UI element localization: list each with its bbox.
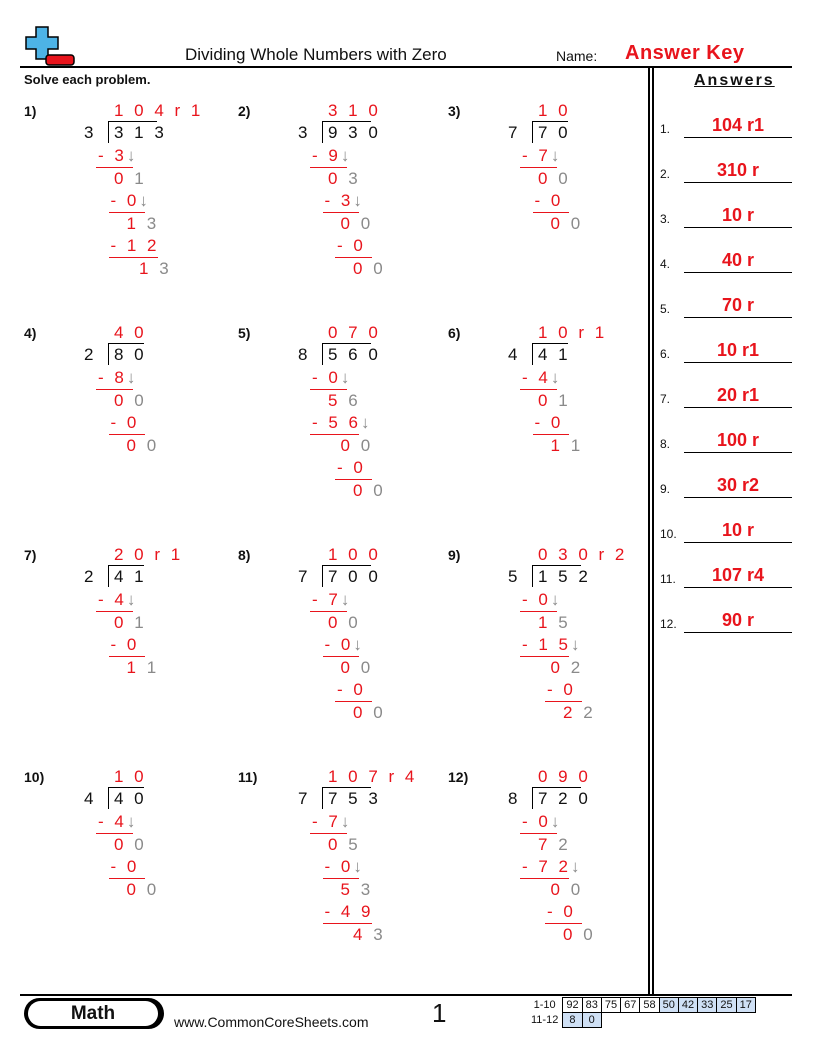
remainder-step: 0 1 <box>114 168 147 188</box>
score-row-label: 11-12 <box>531 1014 559 1026</box>
footer-divider <box>20 994 792 996</box>
answer-line <box>684 632 792 634</box>
answer-row-3 <box>660 205 792 228</box>
answer-line <box>684 542 792 544</box>
divisor: 7 <box>298 567 311 586</box>
quotient: 1 0 4 r 1 <box>114 101 204 120</box>
answer-line <box>684 362 792 364</box>
score-cell: 83 <box>582 998 601 1013</box>
column-divider-left <box>648 68 650 994</box>
answer-line <box>684 137 792 139</box>
answer-number: 3. <box>660 212 671 226</box>
column-divider-right <box>652 68 654 994</box>
divisor: 4 <box>84 789 97 808</box>
score-cell: 42 <box>678 998 697 1013</box>
dividend: 4 1 <box>538 345 571 364</box>
answer-value: 30 r2 <box>716 475 760 495</box>
dividend: 7 0 <box>538 123 571 142</box>
answer-row-6 <box>660 340 792 363</box>
problem-2 <box>238 103 438 313</box>
subtraction-step: - 1 5↓ <box>522 635 583 654</box>
header-divider <box>20 66 792 68</box>
dividend: 7 2 0 <box>538 789 591 808</box>
subtraction-step: - 0 <box>337 236 366 255</box>
problem-number: 3) <box>448 103 461 119</box>
problem-number: 2) <box>238 103 251 119</box>
answer-number: 11. <box>660 572 676 586</box>
problem-number: 5) <box>238 325 251 341</box>
subtraction-step: - 7↓ <box>312 812 353 831</box>
quotient: 4 0 <box>114 323 147 342</box>
problem-number: 7) <box>24 547 37 563</box>
divisor: 7 <box>298 789 311 808</box>
divisor: 3 <box>84 123 97 142</box>
subtraction-step: - 4↓ <box>522 368 563 387</box>
subtraction-step: - 0 <box>534 191 564 210</box>
answer-row-11 <box>660 565 792 588</box>
score-cell: 67 <box>621 998 640 1013</box>
answer-number: 4. <box>660 257 671 271</box>
subtraction-step: - 0↓ <box>522 590 563 609</box>
answer-number: 6. <box>660 347 671 361</box>
instructions: Solve each problem. <box>24 72 151 87</box>
logo <box>22 25 78 67</box>
dividend: 4 1 <box>114 567 147 586</box>
answer-line <box>684 407 792 409</box>
answer-row-4 <box>660 250 792 273</box>
dividend: 7 5 3 <box>328 789 381 808</box>
subtraction-step: - 1 2 <box>110 236 160 255</box>
answer-value: 10 r1 <box>716 340 760 360</box>
subtraction-step: - 7↓ <box>312 590 353 609</box>
problem-number: 1) <box>24 103 37 119</box>
dividend: 7 0 0 <box>328 567 381 586</box>
answer-value: 10 r <box>721 520 755 540</box>
quotient: 1 0 0 <box>328 545 381 564</box>
problem-1 <box>24 103 224 313</box>
quotient: 3 1 0 <box>328 101 381 120</box>
remainder-step: 0 3 <box>328 168 361 188</box>
remainder-step: 1 3 <box>126 213 160 233</box>
subtraction-step: - 0 <box>547 902 576 921</box>
remainder-step: 0 0 <box>114 390 147 410</box>
answer-value: 107 r4 <box>711 565 765 585</box>
remainder-step: 0 0 <box>340 657 374 677</box>
subtraction-step: - 3↓ <box>324 191 365 210</box>
score-table <box>528 997 756 1028</box>
divisor: 3 <box>298 123 311 142</box>
remainder-step: 0 1 <box>114 612 147 632</box>
score-row <box>528 998 755 1013</box>
name-label: Name: <box>556 48 598 64</box>
remainder-step: 0 0 <box>114 834 147 854</box>
remainder-step: 0 0 <box>550 879 584 899</box>
quotient: 2 0 r 1 <box>114 545 184 564</box>
remainder-step: 0 0 <box>353 480 386 500</box>
answer-value: 40 r <box>721 250 755 270</box>
remainder-step: 0 0 <box>328 612 361 632</box>
problem-9 <box>448 547 648 757</box>
remainder-step: 0 2 <box>550 657 584 677</box>
subtraction-step: - 0↓ <box>324 635 365 654</box>
remainder-step: 0 0 <box>353 258 386 278</box>
score-grid <box>528 997 756 1028</box>
score-row <box>528 1013 755 1028</box>
subtraction-step: - 0↓ <box>110 191 151 210</box>
answer-line <box>684 317 792 319</box>
remainder-step: 0 0 <box>340 213 374 233</box>
answer-row-9 <box>660 475 792 498</box>
problem-number: 11) <box>238 769 258 785</box>
problem-number: 6) <box>448 325 461 341</box>
answer-value: 70 r <box>721 295 755 315</box>
remainder-step: 0 0 <box>538 168 571 188</box>
remainder-step: 0 5 <box>328 834 361 854</box>
website-url: www.CommonCoreSheets.com <box>174 1014 369 1030</box>
answer-row-1 <box>660 115 792 138</box>
quotient: 1 0 7 r 4 <box>328 767 418 786</box>
problem-4 <box>24 325 224 535</box>
remainder-step: 0 0 <box>563 924 596 944</box>
remainder-step: 0 0 <box>550 213 584 233</box>
answer-number: 8. <box>660 437 671 451</box>
remainder-step: 5 3 <box>340 879 374 899</box>
remainder-step: 5 6 <box>328 390 361 410</box>
quotient: 0 9 0 <box>538 767 591 786</box>
subtraction-step: - 4↓ <box>98 590 139 609</box>
subtraction-step: - 0↓ <box>312 368 353 387</box>
answer-value: 10 r <box>721 205 755 225</box>
subject-label: Math <box>28 1001 158 1026</box>
remainder-step: 1 3 <box>139 258 172 278</box>
dividend: 1 5 2 <box>538 567 591 586</box>
score-cell: 92 <box>563 998 582 1013</box>
problem-6 <box>448 325 648 535</box>
score-cell: 58 <box>640 998 659 1013</box>
answer-number: 1. <box>660 122 671 136</box>
subtraction-step: - 8↓ <box>98 368 139 387</box>
remainder-step: 1 5 <box>538 612 571 632</box>
remainder-step: 1 1 <box>126 657 160 677</box>
problem-number: 9) <box>448 547 461 563</box>
answer-row-2 <box>660 160 792 183</box>
subtraction-step: - 7 2↓ <box>522 857 583 876</box>
answer-number: 2. <box>660 167 671 181</box>
remainder-step: 0 0 <box>340 435 374 455</box>
answer-number: 7. <box>660 392 671 406</box>
problem-number: 10) <box>24 769 45 785</box>
dividend: 3 1 3 <box>114 123 167 142</box>
answer-line <box>684 182 792 184</box>
divisor: 2 <box>84 567 97 586</box>
problem-11 <box>238 769 438 979</box>
answer-line <box>684 497 792 499</box>
divisor: 8 <box>508 789 521 808</box>
answer-value: 90 r <box>721 610 755 630</box>
subtraction-step: - 0 <box>337 680 366 699</box>
subtraction-step: - 3↓ <box>98 146 139 165</box>
problem-8 <box>238 547 438 757</box>
subtraction-step: - 4 9 <box>324 902 374 921</box>
remainder-step: 0 0 <box>126 435 160 455</box>
answer-number: 9. <box>660 482 671 496</box>
subtraction-step: - 0 <box>337 458 366 477</box>
answer-value: 100 r <box>716 430 760 450</box>
score-cell: 0 <box>582 1013 601 1028</box>
answer-row-5 <box>660 295 792 318</box>
problem-7 <box>24 547 224 757</box>
answers-heading: Answers <box>694 72 775 89</box>
remainder-step: 1 1 <box>550 435 584 455</box>
remainder-step: 7 2 <box>538 834 571 854</box>
score-cell: 17 <box>736 998 755 1013</box>
subtraction-step: - 0 <box>110 857 140 876</box>
dividend: 9 3 0 <box>328 123 381 142</box>
problem-number: 12) <box>448 769 469 785</box>
remainder-step: 2 2 <box>563 702 596 722</box>
problem-12 <box>448 769 648 979</box>
subtraction-step: - 0↓ <box>522 812 563 831</box>
score-row-label: 1-10 <box>533 999 556 1011</box>
divisor: 5 <box>508 567 521 586</box>
quotient: 0 3 0 r 2 <box>538 545 628 564</box>
answer-row-10 <box>660 520 792 543</box>
answer-row-8 <box>660 430 792 453</box>
subtraction-step: - 5 6↓ <box>312 413 373 432</box>
answer-row-7 <box>660 385 792 408</box>
problem-number: 4) <box>24 325 37 341</box>
answer-number: 12. <box>660 617 677 631</box>
answer-number: 10. <box>660 527 677 541</box>
quotient: 1 0 <box>114 767 147 786</box>
dividend: 5 6 0 <box>328 345 381 364</box>
worksheet-title: Dividing Whole Numbers with Zero <box>185 45 447 64</box>
subtraction-step: - 0↓ <box>324 857 365 876</box>
subtraction-step: - 4↓ <box>98 812 139 831</box>
score-cell: 50 <box>659 998 678 1013</box>
score-cell: 25 <box>717 998 736 1013</box>
quotient: 1 0 <box>538 101 571 120</box>
dividend: 8 0 <box>114 345 147 364</box>
problem-number: 8) <box>238 547 251 563</box>
answer-line <box>684 587 792 589</box>
quotient: 0 7 0 <box>328 323 381 342</box>
answer-value: 104 r1 <box>711 115 765 135</box>
answer-value: 310 r <box>716 160 760 180</box>
divisor: 7 <box>508 123 521 142</box>
subject-badge <box>24 998 164 1029</box>
answer-line <box>684 452 792 454</box>
divisor: 8 <box>298 345 311 364</box>
subtraction-step: - 0 <box>547 680 576 699</box>
page-number: 1 <box>432 998 447 1028</box>
quotient: 1 0 r 1 <box>538 323 608 342</box>
subtraction-step: - 9↓ <box>312 146 353 165</box>
remainder-step: 4 3 <box>353 924 386 944</box>
divisor: 4 <box>508 345 521 364</box>
score-cell: 33 <box>698 998 717 1013</box>
problem-10 <box>24 769 224 979</box>
score-cell: 8 <box>563 1013 582 1028</box>
answer-row-12 <box>660 610 792 633</box>
subtraction-step: - 0 <box>534 413 564 432</box>
remainder-step: 0 0 <box>126 879 160 899</box>
divisor: 2 <box>84 345 97 364</box>
subtraction-step: - 0 <box>110 413 140 432</box>
answer-key-label: Answer Key <box>625 42 745 64</box>
remainder-step: 0 1 <box>538 390 571 410</box>
score-cell: 75 <box>601 998 620 1013</box>
answer-line <box>684 272 792 274</box>
problem-3 <box>448 103 648 313</box>
remainder-step: 0 0 <box>353 702 386 722</box>
subtraction-step: - 7↓ <box>522 146 563 165</box>
answer-number: 5. <box>660 302 671 316</box>
problem-5 <box>238 325 438 535</box>
dividend: 4 0 <box>114 789 147 808</box>
answer-value: 20 r1 <box>716 385 760 405</box>
answer-line <box>684 227 792 229</box>
subtraction-step: - 0 <box>110 635 140 654</box>
